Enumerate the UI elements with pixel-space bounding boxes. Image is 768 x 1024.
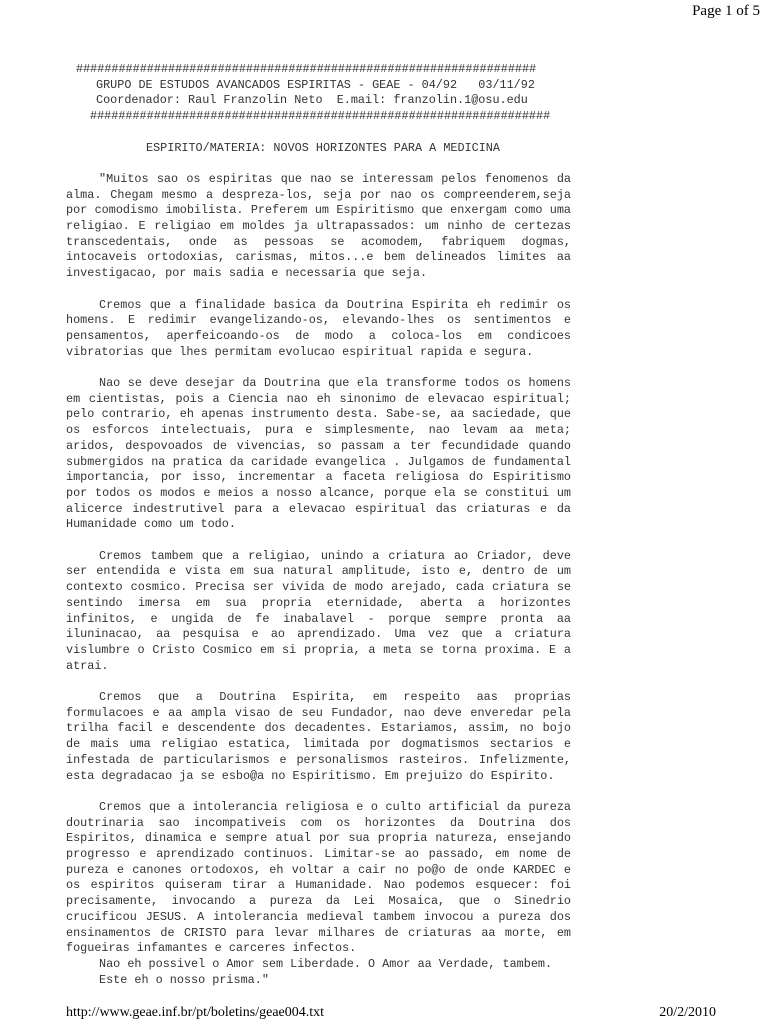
paragraph: Cremos que a finalidade basica da Doutrina Espirita eh redimir os homens. E redimir evangelizando-os, elevando-lhes os sentimentos e pensamentos, aperfeicoando-os de modo a coloca-los em condicoes vibratorias que lhes permitam evolucao espiritual rapida e segura. xyxy=(66,297,571,359)
closing-line: Este eh o nosso prisma." xyxy=(99,972,269,987)
header-rule-bottom: ################################################################# xyxy=(90,109,551,124)
source-url-link[interactable]: http://www.geae.inf.br/pt/boletins/geae004.txt xyxy=(66,1005,325,1020)
closing-line: Nao eh possivel o Amor sem Liberdade. O Amor aa Verdade, tambem. xyxy=(99,956,553,971)
paragraph: Cremos tambem que a religiao, unindo a criatura ao Criador, deve ser entendida e vista em sua natural amplitude, isto e, dentro de um contexto cosmico. Precisa ser vivida de modo arejado, cada criatura se sentindo imersa em sua propria eternidade, aberta a horizontes infinitos, e ungida de fe inabalavel - porque sempre pronta aa iluninacao, aa pesquisa e ao aprendizado. Uma vez que a criatura vislumbre o Cristo Cosmico em si propria, a meta se torna proxima. E a atrai. xyxy=(66,548,571,673)
paragraph: Cremos que a intolerancia religiosa e o culto artificial da pureza doutrinaria sao incompativeis com os horizontes da Doutrina dos Espiritos, dinamica e sempre atual por sua propria natureza, ensejando progresso e aprendizado continuos. Limitar-se ao passado, em nome de pureza e canones ortodoxos, eh voltar a cair no po@o de onde KARDEC e os espiritos quiseram tirar a Humanidade. Nao podemos esquecer: foi precisamente, invocando a pureza da Lei Mosaica, que o Sinedrio crucificou JESUS. A intolerancia medieval tambem invocou a pureza dos ensinamentos de CRISTO para levar milhares de criaturas aa morte, em fogueiras infamantes e carceres infectos. xyxy=(66,799,571,956)
header-group-line: GRUPO DE ESTUDOS AVANCADOS ESPIRITAS - GEAE - 04/92 03/11/92 xyxy=(96,77,535,92)
paragraph: Cremos que a Doutrina Espirita, em respeito aas proprias formulacoes e aa ampla visao de seu Fundador, nao deve enveredar pela trilha facil e descendente dos decadentes. Estariamos, assim, no bojo de mais uma religiao estatica, limitada por dogmatismos sectarios e infestada de particularismos e personalismos rasteiros. Infelizmente, esta degradacao ja se esbo@a no Espiritismo. Em prejuizo do Espirito. xyxy=(66,690,571,783)
document-body xyxy=(66,62,571,988)
header-rule-top: ################################################################# xyxy=(76,62,537,76)
header-coordinator-line: Coordenador: Raul Franzolin Neto E.mail: franzolin.1@osu.edu xyxy=(96,93,528,108)
page-number: Page 1 of 5 xyxy=(692,3,760,19)
document-title: ESPIRITO/MATERIA: NOVOS HORIZONTES PARA A MEDICINA xyxy=(146,140,500,155)
paragraph: Nao se deve desejar da Doutrina que ela transforme todos os homens em cientistas, pois a Ciencia nao eh sinonimo de elevacao espiritual; pelo contrario, eh apenas instrumento desta. Sabe-se, aa saciedade, que os esforcos intelectuais, pura e simplesmente, nao levam aa meta; aridos, despovoados de vivencias, so passam a ter fecundidade quando submergidos na pratica da caridade evangelica . Julgamos de fundamental importancia, por isso, incrementar a faceta religiosa do Espiritismo por todos os modos e meios a nosso alcance, porque ela se constitui um alicerce indestrutivel para a elevacao espiritual das criaturas e da Humanidade como um todo. xyxy=(66,376,571,532)
paragraph: "Muitos sao os espiritas que nao se interessam pelos fenomenos da alma. Chegam mesmo a despreza-los, seja por nao os compreenderem,seja por comodismo imobilista. Preferem um Espiritismo que enxergam como uma religiao. E religiao em moldes ja ultrapassados: um ninho de certezas transcedentais, onde as pessoas se acomodem, fabriquem dogmas, intocaveis ortodoxias, carismas, mitos...e bem delineados limites aa investigacao, por mais sadia e necessaria que seja. xyxy=(66,171,571,281)
print-date: 20/2/2010 xyxy=(659,1005,716,1020)
